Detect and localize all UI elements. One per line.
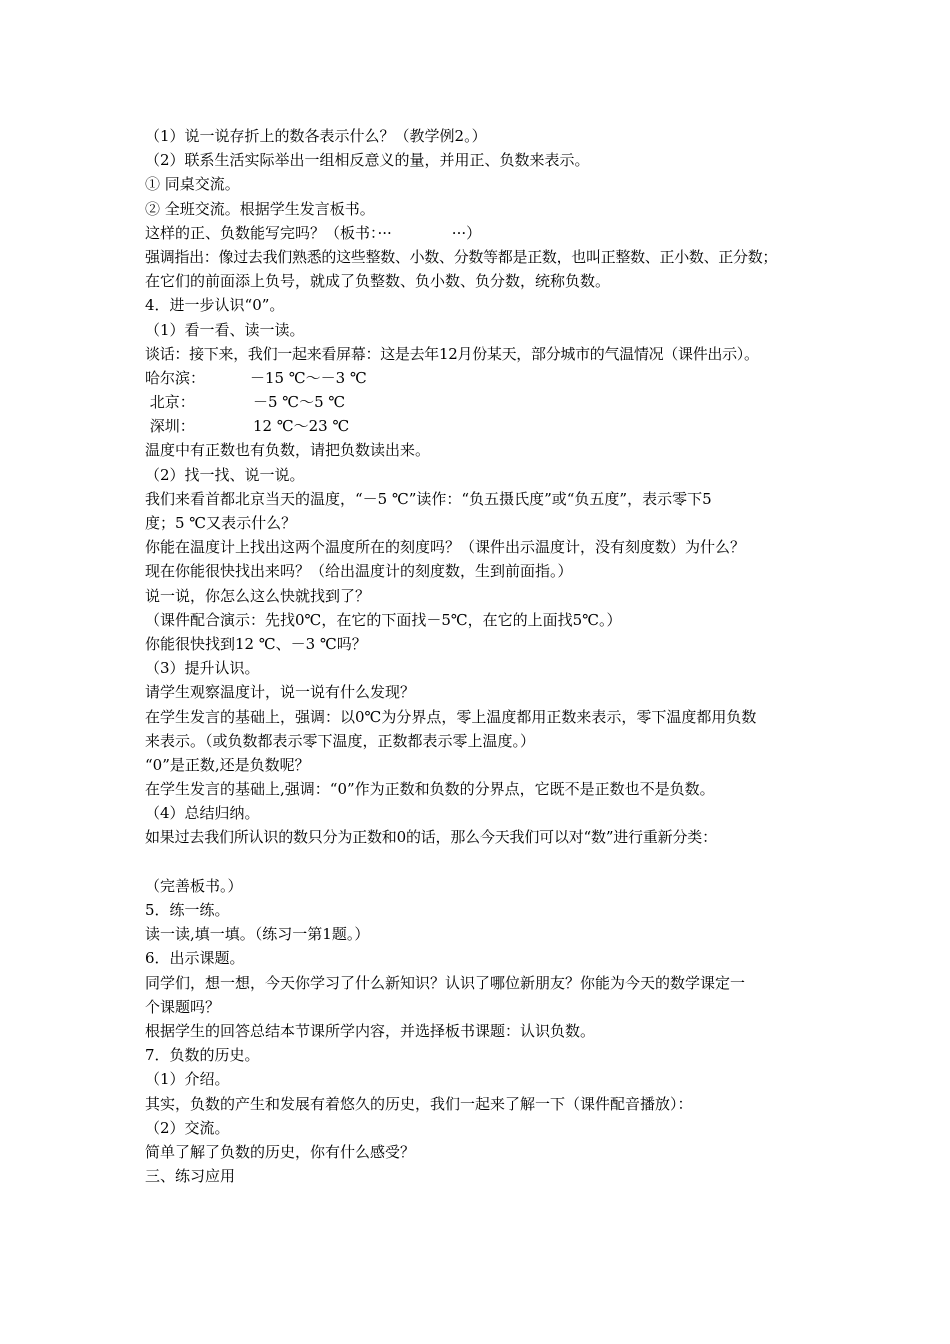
paragraph-line: （4）总结归纳。: [145, 804, 260, 823]
paragraph-line: 谈话：接下来，我们一起来看屏幕：这是去年12月份某天，部分城市的气温情况（课件出示）。: [145, 344, 759, 363]
paragraph-line: 现在你能很快找出来吗？（给出温度计的刻度数，生到前面指。）: [145, 562, 573, 581]
paragraph-line: （2）联系生活实际举出一组相反意义的量，并用正、负数来表示。: [145, 151, 590, 170]
paragraph-line: 如果过去我们所认识的数只分为正数和0的话，那么今天我们可以对“数”进行重新分类：: [145, 828, 717, 847]
paragraph-line: 你能在温度计上找出这两个温度所在的刻度吗？（课件出示温度计，没有刻度数）为什么？: [145, 538, 746, 557]
paragraph-line: 简单了解了负数的历史，你有什么感受？: [145, 1142, 416, 1161]
city-name: 北京：: [145, 393, 195, 412]
paragraph-line: 我们来看首都北京当天的温度，“－5 ℃”读作：“负五摄氏度”或“负五度”，表示零下5: [145, 489, 712, 508]
paragraph-line: 同学们，想一想，今天你学习了什么新知识？认识了哪位新朋友？你能为今天的数学课定一: [145, 973, 746, 992]
paragraph-line: 请学生观察温度计，说一说有什么发现？: [145, 683, 416, 702]
section-heading: 7．负数的历史。: [145, 1046, 260, 1065]
paragraph-line: 你能很快找到12 ℃、－3 ℃吗？: [145, 634, 367, 653]
temperature-row: [145, 390, 825, 414]
paragraph-line: （1）介绍。: [145, 1070, 230, 1089]
temperature-range: －5 ℃～5 ℃: [253, 393, 346, 412]
section-heading: 6．出示课题。: [145, 949, 245, 968]
paragraph-line: （2）找一找、说一说。: [145, 465, 305, 484]
paragraph-line: 强调指出：像过去我们熟悉的这些整数、小数、分数等都是正数，也叫正整数、正小数、正分数；: [145, 247, 778, 266]
section-heading: 4．进一步认识“0”。: [145, 296, 285, 315]
paragraph-line: （1）看一看、读一读。: [145, 320, 305, 339]
temperature-range: －15 ℃～－3 ℃: [250, 368, 367, 387]
paragraph-line: 这样的正、负数能写完吗？（板书：··· ···）: [145, 223, 482, 242]
paragraph-line: （1）说一说存折上的数各表示什么？（教学例2。）: [145, 127, 487, 145]
paragraph-line: 温度中有正数也有负数，请把负数读出来。: [145, 441, 431, 460]
temperature-range: 12 ℃～23 ℃: [253, 417, 350, 436]
paragraph-line: ② 全班交流。根据学生发言板书。: [145, 199, 375, 218]
paragraph-line: 读一读,填一填。（练习一第1题。）: [145, 925, 370, 944]
paragraph-line: 个课题吗？: [145, 997, 221, 1016]
paragraph-line: （完善板书。）: [145, 876, 243, 895]
paragraph-line: （3）提升认识。: [145, 659, 260, 678]
paragraph-line: （课件配合演示：先找0℃，在它的下面找－5℃，在它的上面找5℃。）: [145, 610, 622, 629]
paragraph-line: （2）交流。: [145, 1118, 230, 1137]
paragraph-line: 其实，负数的产生和发展有着悠久的历史，我们一起来了解一下（课件配音播放）：: [145, 1094, 693, 1113]
paragraph-line: 根据学生的回答总结本节课所学内容，并选择板书课题：认识负数。: [145, 1021, 596, 1040]
paragraph-line: 来表示。（或负数都表示零下温度，正数都表示零上温度。）: [145, 731, 536, 750]
paragraph-line: 说一说，你怎么这么快就找到了？: [145, 586, 371, 605]
section-heading: 5．练一练。: [145, 901, 230, 919]
city-name: 深圳：: [145, 417, 195, 436]
paragraph-line: 度；5 ℃又表示什么？: [145, 514, 297, 532]
paragraph-line: 在学生发言的基础上,强调：“0”作为正数和负数的分界点，它既不是正数也不是负数。: [145, 780, 715, 799]
blank-line: [145, 850, 825, 874]
paragraph-line: ① 同桌交流。: [145, 175, 240, 194]
document-page: [145, 124, 825, 1188]
city-name: 哈尔滨：: [145, 368, 206, 387]
paragraph-line: 在学生发言的基础上，强调：以0℃为分界点，零上温度都用正数来表示，零下温度都用负数: [145, 707, 757, 726]
paragraph-line: “0”是正数,还是负数呢？: [145, 755, 310, 774]
section-heading: 三、练习应用: [145, 1167, 236, 1186]
paragraph-line: 在它们的前面添上负号，就成了负整数、负小数、负分数，统称负数。: [145, 272, 611, 291]
temperature-row: [145, 366, 825, 390]
temperature-row: [145, 414, 825, 438]
